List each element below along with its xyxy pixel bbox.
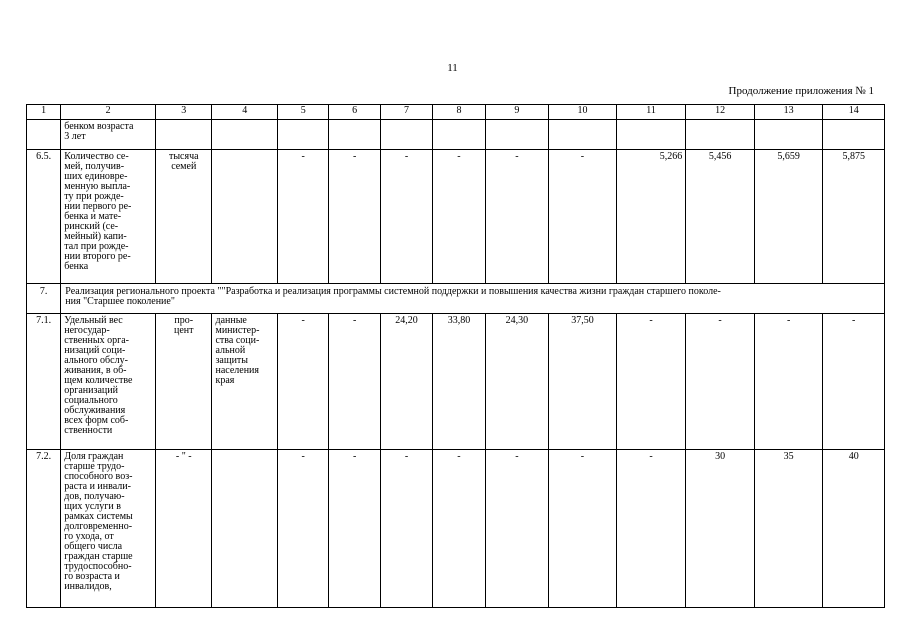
value-cell: - <box>380 150 432 284</box>
value-cell: - <box>485 450 549 608</box>
column-header: 8 <box>433 105 485 120</box>
column-header: 6 <box>329 105 380 120</box>
value-cell: - <box>329 450 380 608</box>
column-header: 14 <box>823 105 885 120</box>
source-cell <box>212 120 278 150</box>
value-cell: 24,30 <box>485 314 549 450</box>
value-cell <box>754 120 823 150</box>
value-cell: 30 <box>686 450 755 608</box>
value-cell: - <box>823 314 885 450</box>
value-cell: 37,50 <box>549 314 617 450</box>
indicator-name: Количество се- мей, получив- ших единовре- менную выпла- ту при рожде- нии первого ре- бенка и мате- ринский (се- мейный) капи- тал при рожде- нии второго ре- бенка <box>61 150 156 284</box>
row-number: 7.2. <box>27 450 61 608</box>
table-row <box>27 450 885 608</box>
value-cell: 40 <box>823 450 885 608</box>
indicator-name: Доля граждан старше трудо- способного воз- раста и инвали- дов, получаю- щих услуги в рамках системы долговременно- го ухода, от общего числа граждан старше трудоспособно- го возраста и инвалидов, <box>61 450 156 608</box>
value-cell: 5,266 <box>616 150 686 284</box>
page-number: 11 <box>447 62 458 74</box>
value-cell: 5,456 <box>686 150 755 284</box>
row-number: 6.5. <box>27 150 61 284</box>
value-cell <box>485 120 549 150</box>
column-header: 5 <box>278 105 329 120</box>
column-header: 2 <box>61 105 156 120</box>
column-header: 7 <box>380 105 432 120</box>
value-cell <box>686 120 755 150</box>
source-cell <box>212 450 278 608</box>
row-number: 7.1. <box>27 314 61 450</box>
source-cell: данные министер- ства соци- альной защиты населения края <box>212 314 278 450</box>
value-cell <box>549 120 617 150</box>
value-cell <box>278 120 329 150</box>
value-cell: - <box>485 150 549 284</box>
value-cell: - <box>278 150 329 284</box>
value-cell: - <box>329 314 380 450</box>
unit-cell: - " - <box>156 450 212 608</box>
value-cell: - <box>616 450 686 608</box>
section-title: Реализация регионального проекта ""Разработка и реализация программы системной поддержки и повышения качества жизни граждан старшего поколе- ния "Старшее поколение" <box>61 284 885 314</box>
unit-cell: про- цент <box>156 314 212 450</box>
column-header: 12 <box>686 105 755 120</box>
source-cell <box>212 150 278 284</box>
value-cell: - <box>754 314 823 450</box>
value-cell <box>329 120 380 150</box>
value-cell: - <box>329 150 380 284</box>
unit-cell <box>156 120 212 150</box>
value-cell: 33,80 <box>433 314 485 450</box>
value-cell: 24,20 <box>380 314 432 450</box>
value-cell: - <box>616 314 686 450</box>
value-cell: - <box>278 450 329 608</box>
value-cell <box>823 120 885 150</box>
value-cell <box>433 120 485 150</box>
indicators-table <box>26 104 885 608</box>
value-cell: - <box>549 450 617 608</box>
appendix-continuation-label: Продолжение приложения № 1 <box>728 85 874 97</box>
column-header: 9 <box>485 105 549 120</box>
column-header: 11 <box>616 105 686 120</box>
unit-cell: тысяча семей <box>156 150 212 284</box>
table-row <box>27 150 885 284</box>
value-cell: - <box>433 450 485 608</box>
row-number <box>27 120 61 150</box>
value-cell: - <box>278 314 329 450</box>
value-cell: - <box>549 150 617 284</box>
column-header: 10 <box>549 105 617 120</box>
column-header: 1 <box>27 105 61 120</box>
column-header: 3 <box>156 105 212 120</box>
value-cell <box>380 120 432 150</box>
value-cell: 35 <box>754 450 823 608</box>
indicator-name: Удельный вес негосудар- ственных орга- низаций соци- ального обслу- живания, в об- щем количестве организаций социального обслуживания всех форм соб- ственности <box>61 314 156 450</box>
section-row <box>27 284 885 314</box>
value-cell: 5,659 <box>754 150 823 284</box>
value-cell: - <box>686 314 755 450</box>
section-number: 7. <box>27 284 61 314</box>
column-header: 4 <box>212 105 278 120</box>
value-cell: 5,875 <box>823 150 885 284</box>
value-cell <box>616 120 686 150</box>
value-cell: - <box>433 150 485 284</box>
column-number-header-row <box>27 105 885 120</box>
table-row <box>27 120 885 150</box>
value-cell: - <box>380 450 432 608</box>
column-header: 13 <box>754 105 823 120</box>
table-row <box>27 314 885 450</box>
indicator-name: бенком возраста 3 лет <box>61 120 156 150</box>
